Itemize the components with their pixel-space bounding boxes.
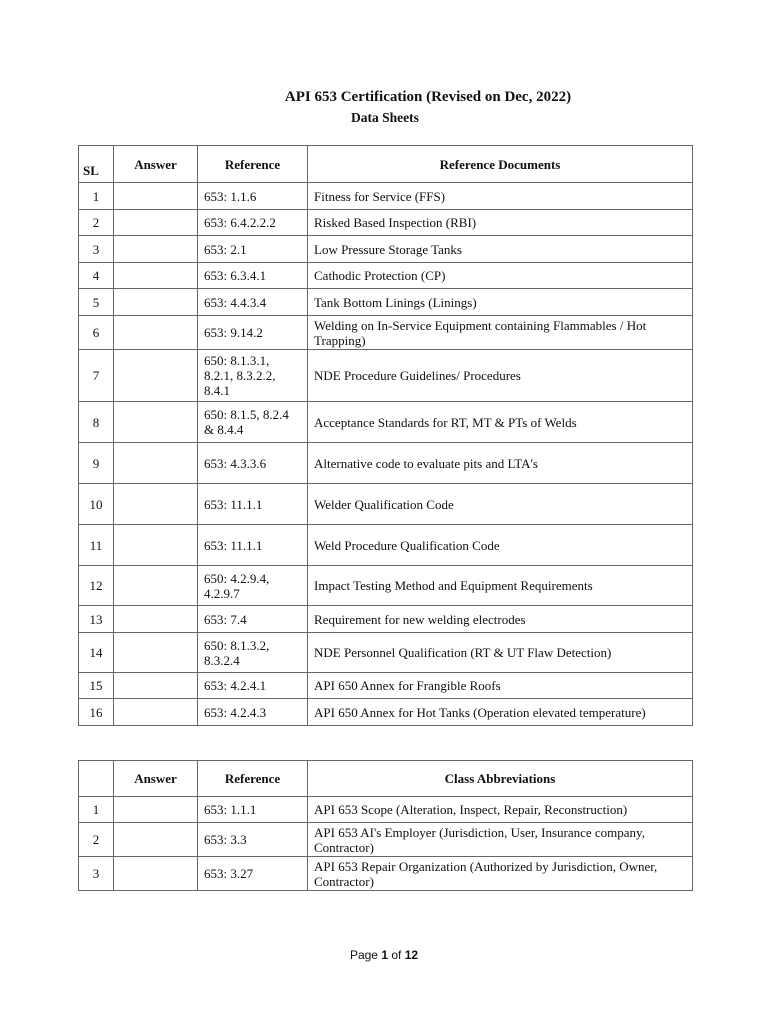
answer-cell[interactable]: [114, 823, 198, 857]
reference-cell: 653: 7.4: [198, 606, 308, 633]
reference-cell: 650: 8.1.5, 8.2.4 & 8.4.4: [198, 402, 308, 443]
reference-cell: 653: 3.3: [198, 823, 308, 857]
document-cell: Acceptance Standards for RT, MT & PTs of Welds: [308, 402, 693, 443]
table-row: [79, 443, 693, 484]
answer-cell[interactable]: [114, 443, 198, 484]
document-cell: Welding on In-Service Equipment containing Flammables / Hot Trapping): [308, 316, 693, 350]
answer-cell[interactable]: [114, 699, 198, 726]
page-label: Page: [349, 948, 378, 962]
table-row: [79, 566, 693, 606]
table-row: [79, 525, 693, 566]
document-cell: Alternative code to evaluate pits and LTA's: [308, 443, 693, 484]
document-cell: Fitness for Service (FFS): [308, 183, 693, 210]
table-row: [79, 316, 693, 350]
reference-cell: 650: 8.1.3.2, 8.3.2.4: [198, 633, 308, 673]
reference-cell: 653: 4.3.3.6: [198, 443, 308, 484]
document-title: API 653 Certification (Revised on Dec, 2022): [284, 89, 572, 105]
table-row: [79, 236, 693, 263]
table-row: [79, 183, 693, 210]
answer-cell[interactable]: [114, 633, 198, 673]
answer-cell[interactable]: [114, 606, 198, 633]
document-cell: Low Pressure Storage Tanks: [308, 236, 693, 263]
table-row: [79, 823, 693, 857]
table-row: [79, 289, 693, 316]
document-cell: Impact Testing Method and Equipment Requirements: [308, 566, 693, 606]
row-sl: 14: [79, 633, 114, 673]
table-row: [79, 673, 693, 699]
answer-cell[interactable]: [114, 236, 198, 263]
data-sheets-table: [78, 145, 693, 726]
answer-cell[interactable]: [114, 210, 198, 236]
header-sl: SL: [79, 146, 114, 183]
reference-cell: 653: 4.2.4.3: [198, 699, 308, 726]
answer-cell[interactable]: [114, 316, 198, 350]
table-header-row: [79, 146, 693, 183]
row-sl: 1: [79, 183, 114, 210]
document-cell: Requirement for new welding electrodes: [308, 606, 693, 633]
reference-cell: 653: 4.2.4.1: [198, 673, 308, 699]
table-row: [79, 633, 693, 673]
table-row: [79, 699, 693, 726]
abbreviation-cell: API 653 AI's Employer (Jurisdiction, User, Insurance company, Contractor): [308, 823, 693, 857]
reference-cell: 653: 1.1.6: [198, 183, 308, 210]
reference-cell: 653: 2.1: [198, 236, 308, 263]
row-sl: 2: [79, 823, 114, 857]
page-of: of: [391, 948, 402, 962]
reference-cell: 650: 4.2.9.4, 4.2.9.7: [198, 566, 308, 606]
answer-cell[interactable]: [114, 857, 198, 891]
row-sl: 16: [79, 699, 114, 726]
row-sl: 3: [79, 857, 114, 891]
reference-cell: 653: 11.1.1: [198, 484, 308, 525]
answer-cell[interactable]: [114, 525, 198, 566]
table-row: [79, 484, 693, 525]
page-current: 1: [381, 948, 388, 962]
page-total: 12: [404, 948, 419, 962]
document-cell: Welder Qualification Code: [308, 484, 693, 525]
row-sl: 15: [79, 673, 114, 699]
table-row: [79, 402, 693, 443]
row-sl: 4: [79, 263, 114, 289]
page-footer: [0, 948, 768, 962]
row-sl: 11: [79, 525, 114, 566]
document-cell: Weld Procedure Qualification Code: [308, 525, 693, 566]
row-sl: 1: [79, 797, 114, 823]
reference-cell: 653: 11.1.1: [198, 525, 308, 566]
answer-cell[interactable]: [114, 263, 198, 289]
reference-cell: 653: 6.3.4.1: [198, 263, 308, 289]
row-sl: 6: [79, 316, 114, 350]
row-sl: 5: [79, 289, 114, 316]
document-cell: API 650 Annex for Frangible Roofs: [308, 673, 693, 699]
header-reference-documents: Reference Documents: [308, 146, 693, 183]
row-sl: 12: [79, 566, 114, 606]
document-cell: API 650 Annex for Hot Tanks (Operation elevated temperature): [308, 699, 693, 726]
header-sl: [79, 761, 114, 797]
document-cell: Cathodic Protection (CP): [308, 263, 693, 289]
document-cell: NDE Personnel Qualification (RT & UT Flaw Detection): [308, 633, 693, 673]
row-sl: 10: [79, 484, 114, 525]
abbreviation-cell: API 653 Repair Organization (Authorized by Jurisdiction, Owner, Contractor): [308, 857, 693, 891]
row-sl: 7: [79, 350, 114, 402]
header-reference: Reference: [198, 146, 308, 183]
answer-cell[interactable]: [114, 797, 198, 823]
document-cell: NDE Procedure Guidelines/ Procedures: [308, 350, 693, 402]
reference-cell: 650: 8.1.3.1, 8.2.1, 8.3.2.2, 8.4.1: [198, 350, 308, 402]
header-reference: Reference: [198, 761, 308, 797]
table-row: [79, 210, 693, 236]
row-sl: 2: [79, 210, 114, 236]
row-sl: 3: [79, 236, 114, 263]
row-sl: 9: [79, 443, 114, 484]
reference-cell: 653: 1.1.1: [198, 797, 308, 823]
reference-cell: 653: 3.27: [198, 857, 308, 891]
header-answer: Answer: [114, 761, 198, 797]
reference-cell: 653: 9.14.2: [198, 316, 308, 350]
table-row: [79, 350, 693, 402]
answer-cell[interactable]: [114, 566, 198, 606]
table-row: [79, 797, 693, 823]
answer-cell[interactable]: [114, 183, 198, 210]
answer-cell[interactable]: [114, 484, 198, 525]
table-row: [79, 857, 693, 891]
header-answer: Answer: [114, 146, 198, 183]
table-row: [79, 606, 693, 633]
reference-cell: 653: 6.4.2.2.2: [198, 210, 308, 236]
document-cell: Risked Based Inspection (RBI): [308, 210, 693, 236]
row-sl: 13: [79, 606, 114, 633]
answer-cell[interactable]: [114, 350, 198, 402]
reference-cell: 653: 4.4.3.4: [198, 289, 308, 316]
abbreviation-cell: API 653 Scope (Alteration, Inspect, Repair, Reconstruction): [308, 797, 693, 823]
row-sl: 8: [79, 402, 114, 443]
table-row: [79, 263, 693, 289]
answer-cell[interactable]: [114, 289, 198, 316]
document-cell: Tank Bottom Linings (Linings): [308, 289, 693, 316]
class-abbreviations-table: [78, 760, 693, 891]
answer-cell[interactable]: [114, 402, 198, 443]
document-subtitle: Data Sheets: [351, 110, 419, 125]
header-class-abbreviations: Class Abbreviations: [308, 761, 693, 797]
answer-cell[interactable]: [114, 673, 198, 699]
table-header-row: [79, 761, 693, 797]
